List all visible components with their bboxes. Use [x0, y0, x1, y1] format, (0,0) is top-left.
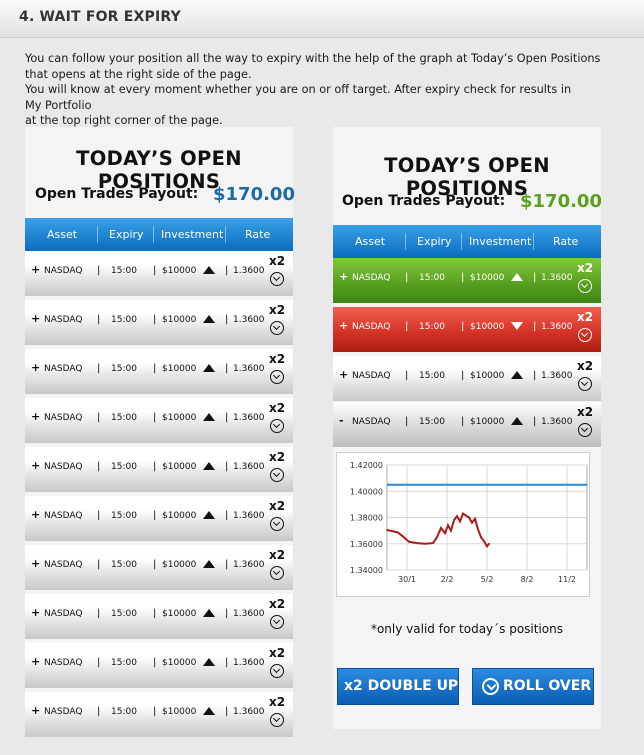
cell-divider: |: [225, 706, 229, 717]
rate-point: [456, 515, 458, 517]
cell-divider: |: [461, 321, 465, 332]
y-tick-label: 1.34000: [349, 566, 383, 575]
position-row[interactable]: [333, 356, 601, 401]
double-up-badge[interactable]: x2: [269, 352, 286, 366]
cell-divider: |: [225, 412, 229, 423]
rate-point: [436, 536, 438, 538]
x-tick-label: 30/1: [398, 575, 416, 584]
asset-cell: NASDAQ: [44, 707, 83, 717]
roll-over-icon[interactable]: [578, 279, 592, 293]
x-tick-label: 8/2: [520, 575, 534, 584]
cell-divider: |: [97, 510, 101, 521]
expand-toggle[interactable]: +: [31, 508, 41, 521]
column-header-expiry[interactable]: Expiry: [109, 228, 144, 241]
arrow-up-icon: [511, 417, 523, 425]
arrow-up-icon: [203, 462, 215, 470]
cell-divider: |: [405, 370, 409, 381]
intro-text: [25, 51, 625, 129]
double-up-label: x2 DOUBLE UP: [344, 678, 459, 694]
rate-chart-svg: [337, 453, 589, 596]
cell-divider: |: [225, 265, 229, 276]
roll-over-icon[interactable]: [578, 328, 592, 342]
asset-cell: NASDAQ: [44, 511, 83, 521]
double-up-badge[interactable]: x2: [577, 405, 594, 419]
expiry-cell: 15:00: [419, 417, 445, 427]
rate-point: [483, 540, 485, 542]
expiry-cell: 15:00: [419, 322, 445, 332]
rate-point: [480, 536, 482, 538]
expand-toggle[interactable]: +: [339, 319, 349, 332]
cell-divider: |: [97, 265, 101, 276]
investment-cell: $10000: [470, 417, 505, 427]
table-header: [333, 225, 601, 258]
rate-point: [459, 521, 461, 523]
investment-cell: $10000: [470, 322, 505, 332]
cell-divider: |: [153, 265, 157, 276]
arrow-up-icon: [203, 707, 215, 715]
my-portfolio-link[interactable]: My Portfolio: [25, 98, 92, 112]
roll-over-icon[interactable]: [270, 517, 284, 531]
cell-divider: |: [225, 559, 229, 570]
x-tick-label: 11/2: [558, 575, 576, 584]
position-row[interactable]: [25, 398, 293, 443]
cell-divider: |: [97, 559, 101, 570]
expand-toggle[interactable]: +: [31, 655, 41, 668]
cell-divider: |: [153, 706, 157, 717]
asset-cell: NASDAQ: [44, 462, 83, 472]
expand-toggle[interactable]: +: [31, 606, 41, 619]
cell-divider: |: [405, 272, 409, 283]
arrow-down-icon: [511, 322, 523, 330]
roll-over-icon[interactable]: [578, 423, 592, 437]
investment-cell: $10000: [162, 413, 197, 423]
cell-divider: |: [153, 412, 157, 423]
expiry-cell: 15:00: [111, 462, 137, 472]
section-header: [0, 0, 644, 38]
roll-over-icon[interactable]: [578, 377, 592, 391]
expiry-cell: 15:00: [111, 707, 137, 717]
rate-cell: 1.3600: [233, 413, 265, 423]
cell-divider: |: [153, 363, 157, 374]
column-header-investment[interactable]: Investment: [469, 235, 532, 248]
arrow-up-icon: [203, 266, 215, 274]
arrow-up-icon: [203, 413, 215, 421]
asset-cell: NASDAQ: [44, 315, 83, 325]
column-header-investment[interactable]: Investment: [161, 228, 224, 241]
rate-cell: 1.3600: [233, 266, 265, 276]
roll-over-icon[interactable]: [270, 468, 284, 482]
rate-cell: 1.3600: [233, 364, 265, 374]
cell-divider: |: [153, 461, 157, 472]
rate-point: [462, 513, 464, 515]
payout-label: Open Trades Payout:: [35, 186, 199, 202]
column-header-rate[interactable]: Rate: [245, 228, 271, 241]
y-tick-label: 1.42000: [349, 461, 383, 470]
rate-chart: [336, 452, 590, 597]
expiry-cell: 15:00: [111, 609, 137, 619]
expand-toggle[interactable]: +: [31, 459, 41, 472]
cell-divider: |: [153, 559, 157, 570]
asset-cell: NASDAQ: [352, 417, 391, 427]
cell-divider: |: [97, 314, 101, 325]
expiry-cell: 15:00: [111, 511, 137, 521]
cell-divider: |: [153, 608, 157, 619]
rate-cell: 1.3600: [233, 462, 265, 472]
expand-toggle[interactable]: +: [339, 368, 349, 381]
arrow-up-icon: [203, 364, 215, 372]
cell-divider: |: [405, 321, 409, 332]
roll-over-icon[interactable]: [270, 615, 284, 629]
position-row[interactable]: [25, 251, 293, 296]
roll-over-icon[interactable]: [270, 664, 284, 678]
expand-toggle[interactable]: +: [31, 263, 41, 276]
rate-cell: 1.3600: [541, 371, 573, 381]
rate-point: [386, 529, 388, 531]
double-up-badge[interactable]: x2: [269, 303, 286, 317]
x-tick-label: 5/2: [480, 575, 494, 584]
expiry-cell: 15:00: [419, 371, 445, 381]
expiry-cell: 15:00: [111, 266, 137, 276]
rate-cell: 1.3600: [541, 322, 573, 332]
rate-point: [471, 522, 473, 524]
double-up-badge[interactable]: x2: [577, 261, 594, 275]
double-up-badge[interactable]: x2: [577, 310, 594, 324]
rate-point: [440, 527, 442, 529]
investment-cell: $10000: [162, 511, 197, 521]
asset-cell: NASDAQ: [44, 609, 83, 619]
intro-line: at the top right corner of the page.: [25, 114, 223, 127]
roll-over-icon: [482, 678, 499, 695]
position-row[interactable]: [25, 692, 293, 737]
cell-divider: |: [225, 608, 229, 619]
asset-cell: NASDAQ: [44, 560, 83, 570]
rate-point: [447, 524, 449, 526]
column-divider: [225, 226, 226, 243]
rate-point: [468, 517, 470, 519]
rate-point: [477, 528, 479, 530]
investment-cell: $10000: [162, 707, 197, 717]
payout-value: $170.00: [213, 184, 295, 205]
arrow-up-icon: [203, 560, 215, 568]
section-title: 4. WAIT FOR EXPIRY: [19, 9, 181, 25]
roll-over-icon[interactable]: [270, 321, 284, 335]
asset-cell: NASDAQ: [352, 322, 391, 332]
investment-cell: $10000: [470, 371, 505, 381]
expand-toggle[interactable]: +: [31, 557, 41, 570]
position-row[interactable]: [333, 402, 601, 447]
cell-divider: |: [225, 461, 229, 472]
investment-cell: $10000: [162, 462, 197, 472]
open-positions-panel-right: [333, 127, 601, 729]
double-up-button[interactable]: [337, 668, 459, 705]
rate-point: [444, 532, 446, 534]
position-row[interactable]: [25, 300, 293, 345]
cell-divider: |: [533, 321, 537, 332]
double-up-badge[interactable]: x2: [269, 499, 286, 513]
investment-cell: $10000: [162, 658, 197, 668]
column-header-asset[interactable]: Asset: [355, 235, 386, 248]
rate-cell: 1.3600: [233, 315, 265, 325]
rate-point: [397, 532, 399, 534]
column-header-asset[interactable]: Asset: [47, 228, 78, 241]
roll-over-icon[interactable]: [270, 272, 284, 286]
cell-divider: |: [97, 412, 101, 423]
column-divider: [153, 226, 154, 243]
cell-divider: |: [225, 363, 229, 374]
column-divider: [97, 226, 98, 243]
expiry-cell: 15:00: [111, 364, 137, 374]
validity-note: *only valid for today´s positions: [370, 622, 564, 636]
investment-cell: $10000: [162, 315, 197, 325]
x-tick-label: 2/2: [440, 575, 454, 584]
asset-cell: NASDAQ: [44, 658, 83, 668]
column-divider: [533, 233, 534, 250]
cell-divider: |: [97, 657, 101, 668]
rate-cell: 1.3600: [541, 417, 573, 427]
column-header-expiry[interactable]: Expiry: [417, 235, 452, 248]
investment-cell: $10000: [162, 364, 197, 374]
expiry-cell: 15:00: [111, 413, 137, 423]
expand-toggle[interactable]: +: [31, 361, 41, 374]
cell-divider: |: [225, 314, 229, 325]
expiry-cell: 15:00: [111, 560, 137, 570]
cell-divider: |: [225, 510, 229, 521]
rate-point: [408, 541, 410, 543]
payout-label: Open Trades Payout:: [342, 193, 506, 209]
payout-value: $170.00: [520, 191, 602, 212]
arrow-up-icon: [511, 371, 523, 379]
double-up-badge[interactable]: x2: [269, 401, 286, 415]
double-up-badge[interactable]: x2: [269, 254, 286, 268]
double-up-badge[interactable]: x2: [269, 450, 286, 464]
arrow-up-icon: [203, 511, 215, 519]
column-divider: [405, 233, 406, 250]
open-positions-panel-left: [25, 127, 293, 737]
cell-divider: |: [533, 416, 537, 427]
expand-toggle[interactable]: +: [31, 410, 41, 423]
rate-point: [453, 519, 455, 521]
position-row[interactable]: [25, 349, 293, 394]
y-tick-label: 1.40000: [349, 487, 383, 497]
expiry-cell: 15:00: [111, 658, 137, 668]
cell-divider: |: [97, 461, 101, 472]
cell-divider: |: [533, 370, 537, 381]
intro-line: that opens at the right side of the page.: [25, 67, 252, 81]
double-up-badge[interactable]: x2: [269, 597, 286, 611]
cell-divider: |: [153, 510, 157, 521]
asset-cell: NASDAQ: [352, 273, 391, 283]
cell-divider: |: [461, 370, 465, 381]
rate-cell: 1.3600: [233, 560, 265, 570]
rate-point: [402, 536, 404, 538]
panel-title: TODAY’S OPEN POSITIONS: [384, 154, 550, 200]
position-row[interactable]: [25, 496, 293, 541]
rate-cell: 1.3600: [233, 609, 265, 619]
intro-line: You can follow your position all the way to expiry with the help of the graph at Today’s Open Positions: [25, 52, 601, 65]
asset-cell: NASDAQ: [44, 413, 83, 423]
investment-cell: $10000: [470, 273, 505, 283]
expand-toggle[interactable]: +: [339, 270, 349, 283]
y-tick-label: 1.38000: [349, 513, 383, 523]
asset-cell: NASDAQ: [352, 371, 391, 381]
double-up-badge[interactable]: x2: [577, 359, 594, 373]
rate-cell: 1.3600: [233, 707, 265, 717]
position-row[interactable]: [25, 447, 293, 492]
arrow-up-icon: [203, 658, 215, 666]
roll-over-icon[interactable]: [270, 566, 284, 580]
double-up-badge[interactable]: x2: [269, 646, 286, 660]
rate-point: [474, 518, 476, 520]
cell-divider: |: [405, 416, 409, 427]
roll-over-icon[interactable]: [270, 370, 284, 384]
rate-cell: 1.3600: [233, 658, 265, 668]
rate-point: [465, 515, 467, 517]
expand-toggle[interactable]: +: [31, 312, 41, 325]
rate-cell: 1.3600: [233, 511, 265, 521]
cell-divider: |: [97, 363, 101, 374]
roll-over-button[interactable]: [472, 668, 594, 705]
asset-cell: NASDAQ: [44, 266, 83, 276]
cell-divider: |: [533, 272, 537, 283]
column-divider: [461, 233, 462, 250]
position-row[interactable]: [25, 545, 293, 590]
intro-line: You will know at every moment whether you are on or off target. After expiry check for results in: [25, 83, 572, 96]
rate-point: [450, 530, 452, 532]
cell-divider: |: [153, 314, 157, 325]
rate-cell: 1.3600: [541, 273, 573, 283]
expiry-cell: 15:00: [419, 273, 445, 283]
roll-over-icon[interactable]: [270, 713, 284, 727]
rate-point: [392, 530, 394, 532]
rate-point: [432, 542, 434, 544]
investment-cell: $10000: [162, 560, 197, 570]
double-up-badge[interactable]: x2: [269, 548, 286, 562]
rate-point: [486, 545, 488, 547]
cell-divider: |: [97, 706, 101, 717]
cell-divider: |: [97, 608, 101, 619]
rate-point: [424, 543, 426, 545]
expiry-cell: 15:00: [111, 315, 137, 325]
double-up-badge[interactable]: x2: [269, 695, 286, 709]
cell-divider: |: [461, 416, 465, 427]
arrow-up-icon: [203, 315, 215, 323]
table-header: [25, 218, 293, 251]
column-header-rate[interactable]: Rate: [553, 235, 579, 248]
investment-cell: $10000: [162, 609, 197, 619]
expand-toggle[interactable]: +: [31, 704, 41, 717]
rate-point: [488, 543, 490, 545]
position-row[interactable]: [25, 643, 293, 688]
cell-divider: |: [461, 272, 465, 283]
position-row[interactable]: [333, 258, 601, 303]
rate-point: [416, 542, 418, 544]
expand-toggle[interactable]: -: [339, 414, 344, 427]
position-row[interactable]: [333, 307, 601, 352]
y-tick-label: 1.36000: [349, 539, 383, 549]
investment-cell: $10000: [162, 266, 197, 276]
cell-divider: |: [225, 657, 229, 668]
roll-over-icon[interactable]: [270, 419, 284, 433]
cell-divider: |: [153, 657, 157, 668]
arrow-up-icon: [511, 273, 523, 281]
asset-cell: NASDAQ: [44, 364, 83, 374]
position-row[interactable]: [25, 594, 293, 639]
arrow-up-icon: [203, 609, 215, 617]
roll-over-label: ROLL OVER: [503, 678, 592, 694]
panel-title: TODAY’S OPEN POSITIONS: [76, 147, 242, 193]
